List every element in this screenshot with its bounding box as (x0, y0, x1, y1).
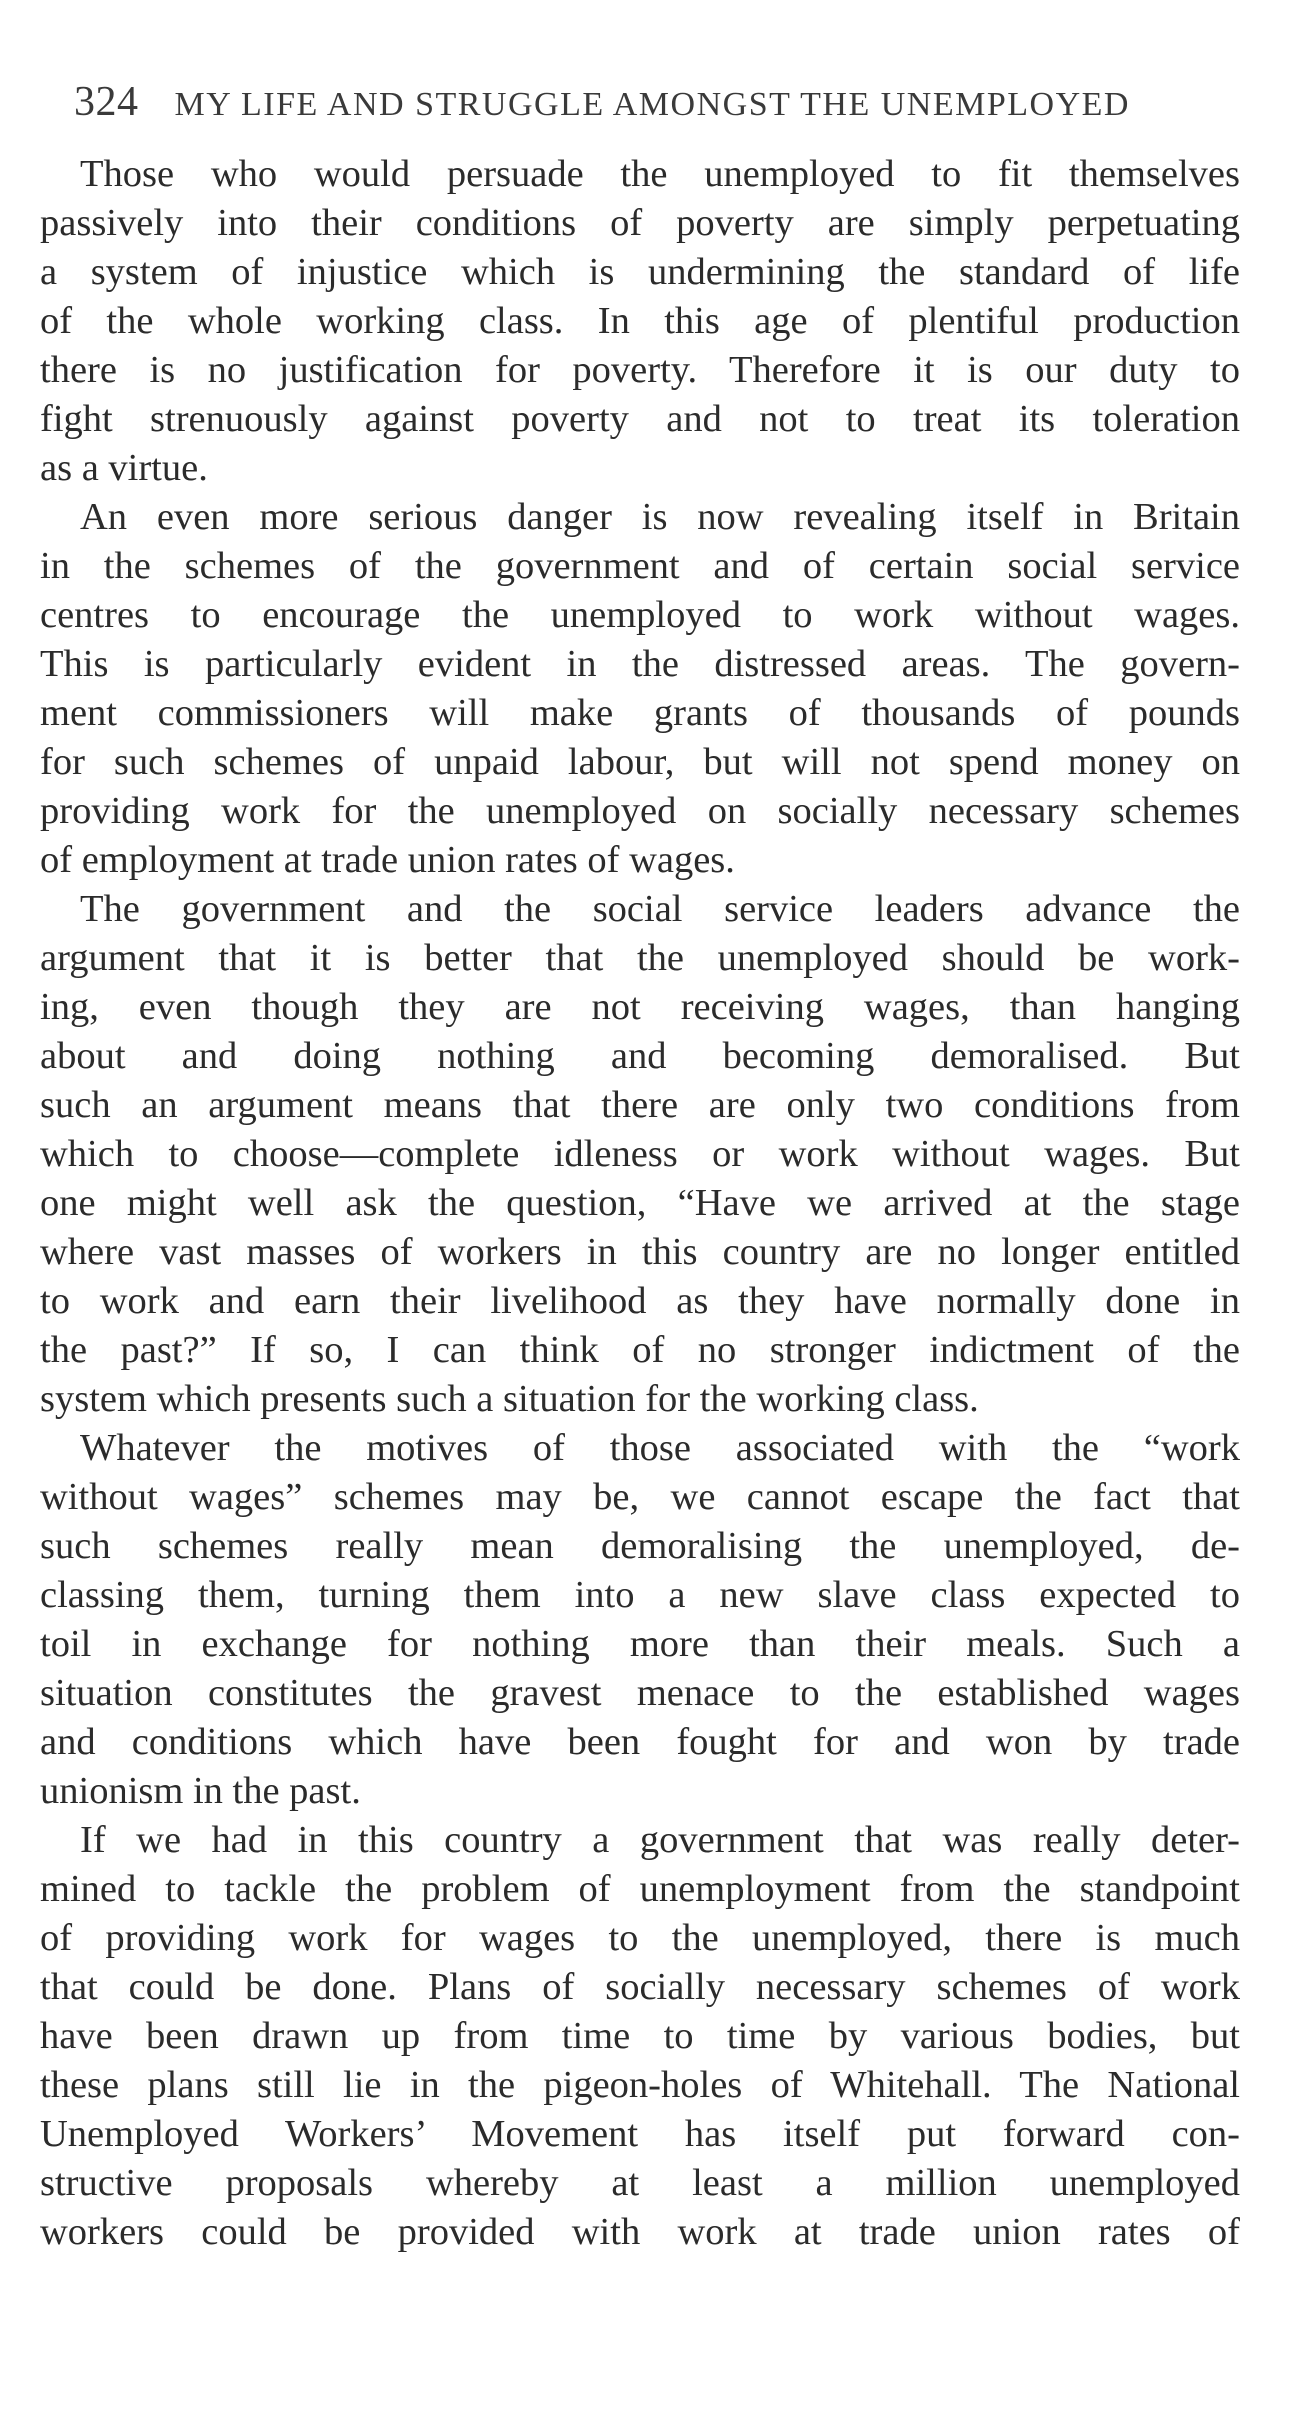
paragraph-4 (40, 1424, 1240, 1816)
running-title: MY LIFE AND STRUGGLE AMONGST THE UNEMPLOYED (174, 86, 1130, 123)
paragraph-2 (40, 493, 1240, 885)
text-line: passively into their conditions of poverty are simply perpetuating (40, 202, 1240, 244)
text-line: about and doing nothing and becoming demoralised. But (40, 1035, 1240, 1077)
text-line: structive proposals whereby at least a million unemployed (40, 2162, 1240, 2204)
text-line: of employment at trade union rates of wages. (40, 839, 735, 881)
text-line: for such schemes of unpaid labour, but will not spend money on (40, 741, 1240, 783)
text-line: of providing work for wages to the unemployed, there is much (40, 1917, 1240, 1959)
text-line: classing them, turning them into a new slave class expected to (40, 1574, 1240, 1616)
text-line: providing work for the unemployed on socially necessary schemes (40, 790, 1240, 832)
text-line: a system of injustice which is undermining the standard of life (40, 251, 1240, 293)
text-line: Unemployed Workers’ Movement has itself put forward con- (40, 2113, 1240, 2155)
text-line: This is particularly evident in the distressed areas. The govern- (40, 643, 1240, 685)
text-line: If we had in this country a government that was really deter- (80, 1819, 1240, 1861)
text-line: such an argument means that there are only two conditions from (40, 1084, 1240, 1126)
paragraph-3 (40, 885, 1240, 1424)
text-line: there is no justification for poverty. Therefore it is our duty to (40, 349, 1240, 391)
text-line: of the whole working class. In this age of plentiful production (40, 300, 1240, 342)
text-line: situation constitutes the gravest menace to the established wages (40, 1672, 1240, 1714)
text-line: these plans still lie in the pigeon-holes of Whitehall. The National (40, 2064, 1240, 2106)
text-line: mined to tackle the problem of unemployment from the standpoint (40, 1868, 1240, 1910)
text-line: have been drawn up from time to time by various bodies, but (40, 2015, 1240, 2057)
text-line: centres to encourage the unemployed to work without wages. (40, 594, 1240, 636)
paragraph-5 (40, 1816, 1240, 2257)
text-line: and conditions which have been fought for and won by trade (40, 1721, 1240, 1763)
text-line: that could be done. Plans of socially necessary schemes of work (40, 1966, 1240, 2008)
text-line: fight strenuously against poverty and not to treat its toleration (40, 398, 1240, 440)
text-line: Those who would persuade the unemployed to fit themselves (80, 153, 1240, 195)
text-line: the past?” If so, I can think of no stronger indictment of the (40, 1329, 1240, 1371)
text-line: Whatever the motives of those associated with the “work (80, 1427, 1240, 1469)
page-number: 324 (74, 79, 139, 125)
text-line: one might well ask the question, “Have we arrived at the stage (40, 1182, 1240, 1224)
text-line: without wages” schemes may be, we cannot escape the fact that (40, 1476, 1240, 1518)
text-line: which to choose—complete idleness or work without wages. But (40, 1133, 1240, 1175)
text-line: unionism in the past. (40, 1770, 361, 1812)
running-head (74, 78, 1204, 138)
body-text (40, 150, 1240, 2257)
text-line: The government and the social service leaders advance the (80, 888, 1240, 930)
text-line: An even more serious danger is now revealing itself in Britain (80, 496, 1240, 538)
text-line: as a virtue. (40, 447, 208, 489)
text-line: toil in exchange for nothing more than their meals. Such a (40, 1623, 1240, 1665)
text-line: in the schemes of the government and of certain social service (40, 545, 1240, 587)
text-line: ing, even though they are not receiving wages, than hanging (40, 986, 1240, 1028)
text-line: to work and earn their livelihood as they have normally done in (40, 1280, 1240, 1322)
text-line: argument that it is better that the unemployed should be work- (40, 937, 1240, 979)
paragraph-1 (40, 150, 1240, 493)
text-line: such schemes really mean demoralising the unemployed, de- (40, 1525, 1240, 1567)
text-line: ment commissioners will make grants of thousands of pounds (40, 692, 1240, 734)
text-line: workers could be provided with work at trade union rates of (40, 2211, 1240, 2253)
text-line: where vast masses of workers in this country are no longer entitled (40, 1231, 1240, 1273)
text-line: system which presents such a situation for the working class. (40, 1378, 979, 1420)
